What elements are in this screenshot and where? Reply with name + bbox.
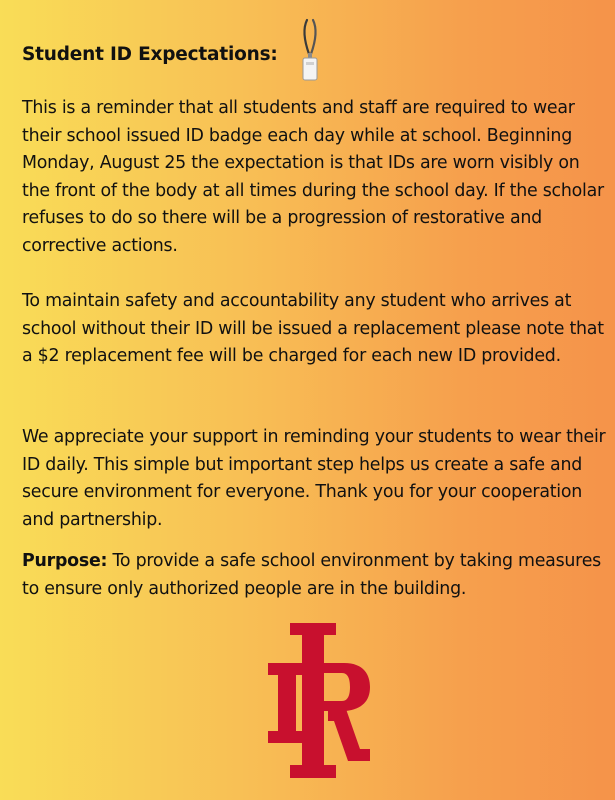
ir-monogram-logo [266, 623, 370, 778]
reminder-paragraph: This is a reminder that all students and staff are required to wear their school issued ID badge each day while at school. Beginning Monday, August 25 the expectation is that IDs are worn visibly on the front of the body at all times during the school day. If the scholar refuses to do so there will be a progression of restorative and corrective actions. [22, 98, 604, 256]
purpose-paragraph [22, 548, 607, 603]
heading-row [22, 44, 278, 65]
replacement-paragraph: To maintain safety and accountability any student who arrives at school without their ID will be issued a replacement please note that a $2 replacement fee will be charged for each new ID provided. [22, 291, 604, 367]
page-title: Student ID Expectations: [22, 44, 278, 65]
purpose-label: Purpose: [22, 551, 108, 571]
appreciation-paragraph: We appreciate your support in reminding your students to wear their ID daily. This simple but important step helps us create a safe and secure environment for everyone. Thank you for your cooperation and partnership. [22, 427, 606, 530]
lanyard-badge-icon [298, 18, 322, 84]
purpose-text: To provide a safe school environment by taking measures to ensure only authorized people are in the building. [22, 551, 601, 599]
